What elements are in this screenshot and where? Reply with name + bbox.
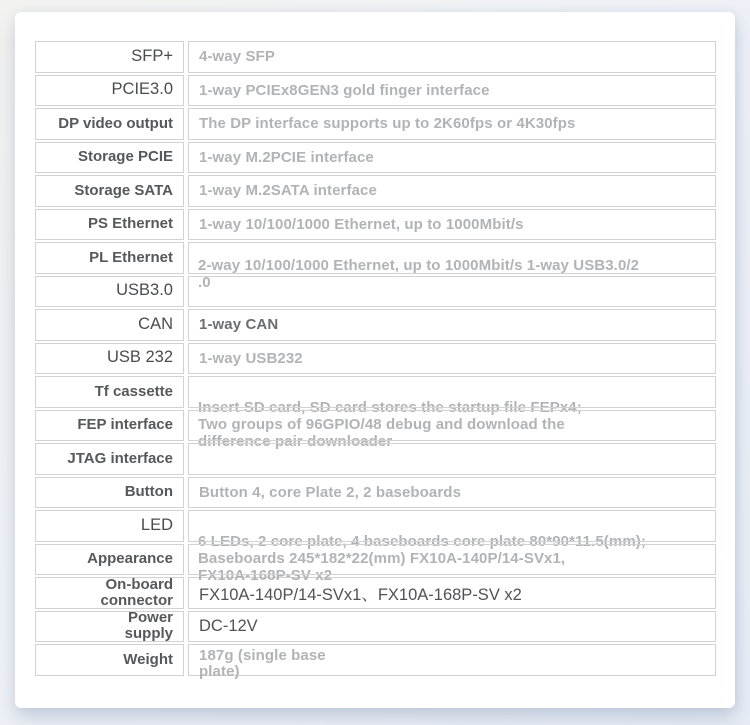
- table-row: [35, 108, 716, 140]
- spec-label: USB3.0: [35, 276, 184, 308]
- spec-value: DC-12V: [188, 611, 716, 643]
- table-row: [35, 175, 716, 207]
- table-row: [35, 41, 716, 73]
- spec-label: CAN: [35, 309, 184, 341]
- table-row: [35, 544, 716, 576]
- spec-value: [188, 510, 716, 542]
- table-row: [35, 142, 716, 174]
- overflow-line: 2-way 10/100/1000 Ethernet, up to 1000Mbit/s 1-way USB3.0/2: [198, 257, 640, 274]
- spec-label: SFP+: [35, 41, 184, 73]
- spec-label: PCIE3.0: [35, 75, 184, 107]
- spec-label: On-board connector: [35, 577, 184, 609]
- spec-label: FEP interface: [35, 410, 184, 442]
- spec-label: Appearance: [35, 544, 184, 576]
- spec-label: PS Ethernet: [35, 209, 184, 241]
- spec-value: 187g (single base plate): [188, 644, 716, 676]
- spec-value: [188, 276, 716, 308]
- spec-table: [35, 41, 716, 680]
- table-row: [35, 276, 716, 308]
- spec-label: Weight: [35, 644, 184, 676]
- table-row: [35, 242, 716, 274]
- spec-value: 1-way PCIEx8GEN3 gold finger interface: [188, 75, 716, 107]
- spec-value: The DP interface supports up to 2K60fps or 4K30fps: [188, 108, 716, 140]
- table-row: [35, 443, 716, 475]
- spec-label: Storage SATA: [35, 175, 184, 207]
- table-row: [35, 209, 716, 241]
- spec-value: FX10A-140P/14-SVx1、FX10A-168P-SV x2: [188, 577, 716, 609]
- spec-value: [188, 242, 716, 274]
- overflow-line: Two groups of 96GPIO/48 debug and download the: [198, 415, 565, 433]
- spec-value: 4-way SFP: [188, 41, 716, 73]
- spec-value: [188, 376, 716, 408]
- table-row: [35, 75, 716, 107]
- spec-label: PL Ethernet: [35, 242, 184, 274]
- spec-label: Button: [35, 477, 184, 509]
- spec-value: [188, 443, 716, 475]
- overflow-line: Insert SD card, SD card stores the startup file FEPx4;: [198, 399, 582, 416]
- spec-label: Tf cassette: [35, 376, 184, 408]
- overflow-line: difference pair downloader: [198, 432, 393, 450]
- spec-value: [188, 544, 716, 576]
- spec-value: 1-way CAN: [188, 309, 716, 341]
- overflow-line: .0: [198, 274, 211, 291]
- table-row: [35, 611, 716, 643]
- spec-value: [188, 410, 716, 442]
- table-row: [35, 510, 716, 542]
- overflow-line: 6 LEDs, 2 core plate, 4 baseboards core plate 80*90*11.5(mm);: [198, 533, 646, 550]
- table-row: [35, 376, 716, 408]
- spec-value: Button 4, core Plate 2, 2 baseboards: [188, 477, 716, 509]
- table-row: [35, 343, 716, 375]
- spec-label: LED: [35, 510, 184, 542]
- table-row: [35, 309, 716, 341]
- spec-label: Storage PCIE: [35, 142, 184, 174]
- spec-value: 1-way M.2PCIE interface: [188, 142, 716, 174]
- spec-label: Power supply: [35, 611, 184, 643]
- spec-card: [15, 12, 735, 708]
- overflow-line: FX10A-168P-SV x2: [198, 566, 333, 584]
- spec-value: 1-way M.2SATA interface: [188, 175, 716, 207]
- spec-label: USB 232: [35, 343, 184, 375]
- table-row: [35, 477, 716, 509]
- spec-label: JTAG interface: [35, 443, 184, 475]
- table-row: [35, 410, 716, 442]
- spec-value: 1-way USB232: [188, 343, 716, 375]
- spec-value: 1-way 10/100/1000 Ethernet, up to 1000Mbit/s: [188, 209, 716, 241]
- overflow-line: Baseboards 245*182*22(mm) FX10A-140P/14-SVx1,: [198, 549, 566, 567]
- table-row: [35, 644, 716, 680]
- spec-label: DP video output: [35, 108, 184, 140]
